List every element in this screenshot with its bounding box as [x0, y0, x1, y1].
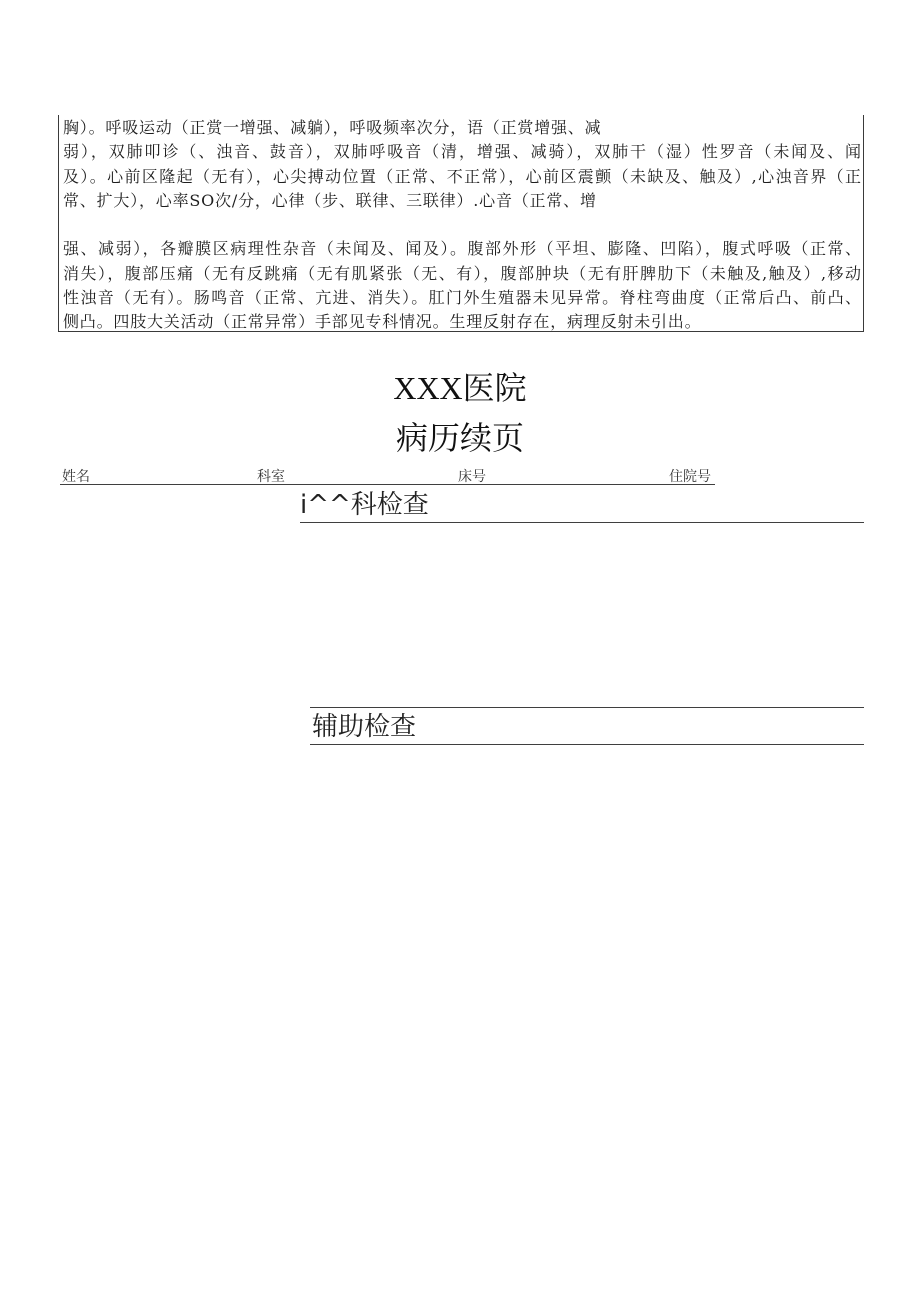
- auxiliary-exam-underline: [310, 744, 864, 745]
- exam-text-line: 强、减弱），各瓣膜区病理性杂音（未闻及、闻及）。腹部外形（平坦、膨隆、凹陷），腹式呼吸（正常、: [63, 239, 861, 259]
- exam-text-line: 弱），双肺叩诊（、浊音、鼓音），双肺呼吸音（清，增强、减骑），双肺干（湿）性罗音（未闻及、闻: [63, 142, 861, 162]
- bed-label: 床号: [458, 469, 486, 485]
- exam-text-line: 性浊音（无有）。肠鸣音（正常、亢进、消失）。肛门外生殖器未见异常。脊柱弯曲度（正常后凸、前凸、: [63, 288, 861, 308]
- exam-text-line: 胸）。呼吸运动（正赏一增强、减躺），呼吸频率次分，语（正赏增强、减: [63, 118, 602, 137]
- page-title: 病历续页: [395, 420, 524, 456]
- auxiliary-exam-heading: 辅助检查: [312, 712, 417, 742]
- specialty-exam-heading: i^^科检查: [300, 490, 429, 520]
- specialty-exam-underline: [300, 522, 864, 523]
- exam-text-line: 消失），腹部压痛（无有反跳痛（无有肌紧张（无、有），腹部肿块（无有肝脾肋下（未触及,触及）,移动: [63, 263, 861, 283]
- inpatient-number-label: 住院号: [669, 469, 711, 485]
- auxiliary-exam-top-rule: [310, 707, 864, 708]
- department-label: 科室: [257, 469, 285, 485]
- blank-line-spacer: [63, 213, 861, 237]
- exam-text-line: 常、扩大），心率SO次/分，心律（步、联律、三联律）.心音（正常、增: [63, 190, 597, 210]
- hospital-name: XXX医院: [393, 370, 527, 406]
- exam-text-line: 侧凸。四肢大关活动（正常异常）手部见专科情况。生理反射存在，病理反射未引出。: [63, 312, 702, 332]
- physical-exam-text-box: [58, 115, 864, 332]
- patient-header-underline: [60, 484, 715, 485]
- exam-text-line: 及）。心前区隆起（无有），心尖搏动位置（正常、不正常），心前区震颤（未缺及、触及）,心浊音界（正: [63, 166, 861, 186]
- name-label: 姓名: [62, 469, 90, 485]
